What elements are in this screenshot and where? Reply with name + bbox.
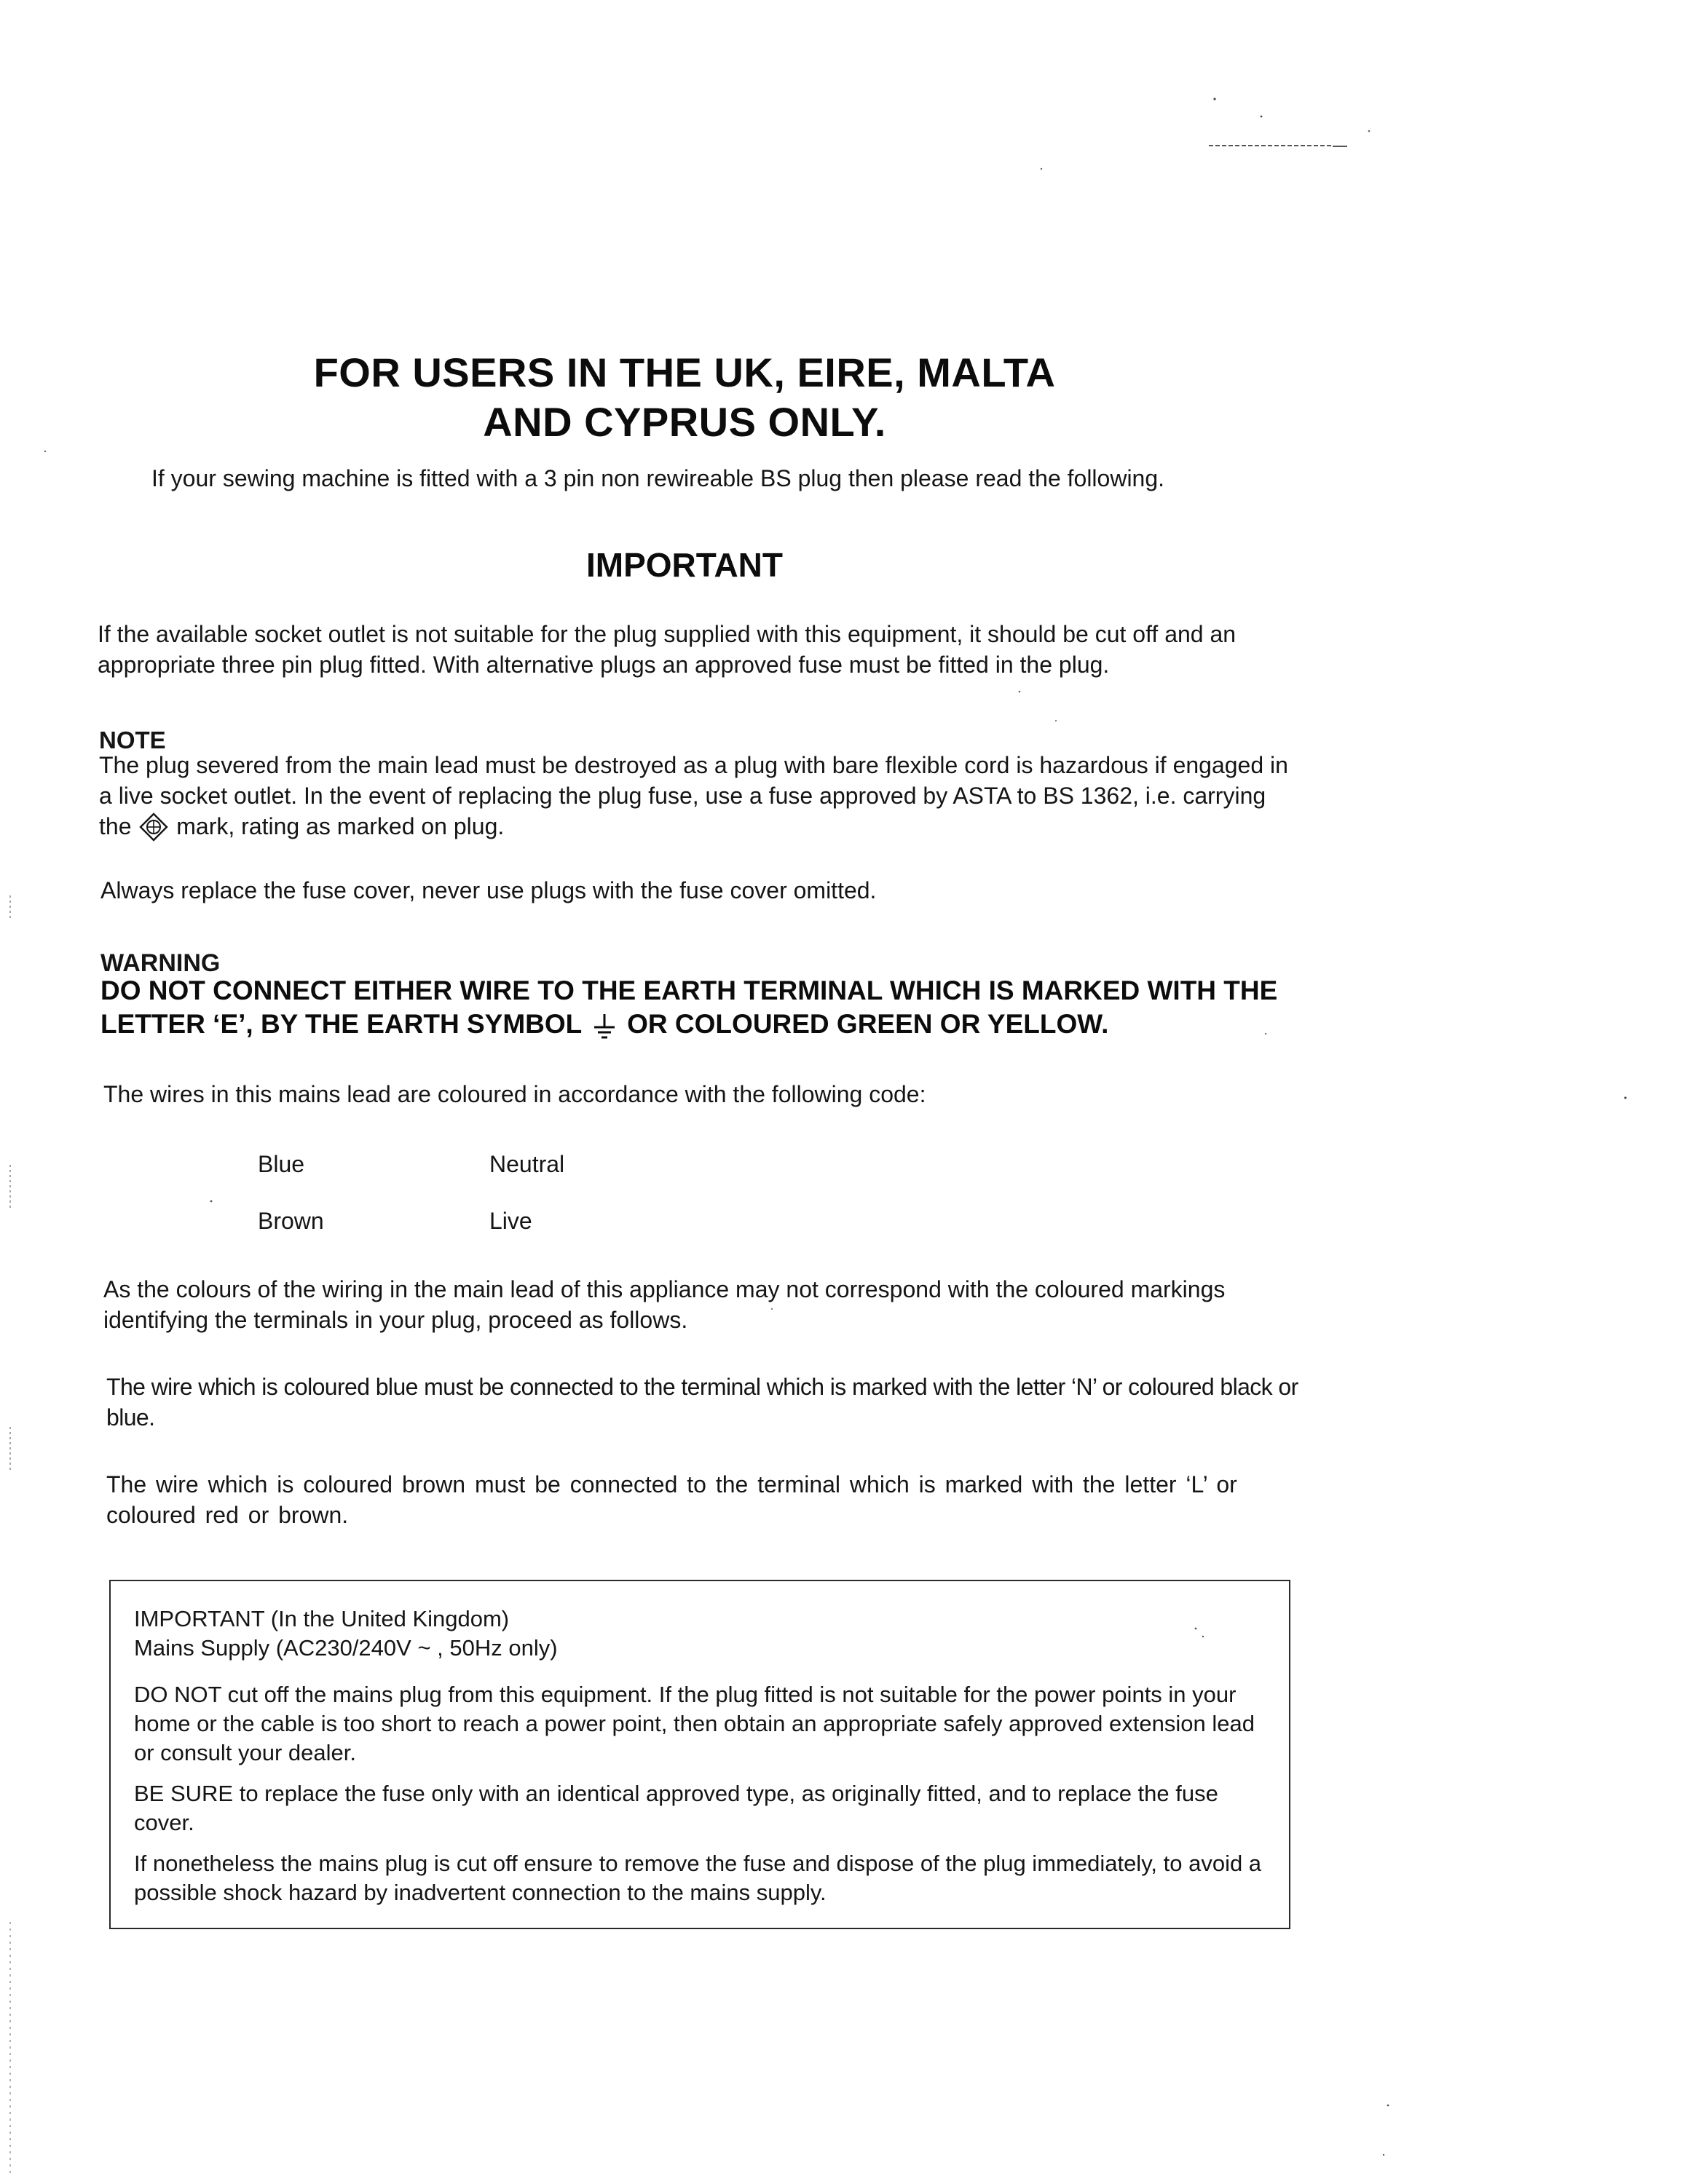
page-title-line-1: FOR USERS IN THE UK, EIRE, MALTA <box>313 349 1056 395</box>
note-text-before-mark: The plug severed from the main lead must be destroyed as a plug with bare flexible cord is hazardous if engaged in a live socket outlet. In the event of replacing the plug fuse, use a fuse approved by ASTA to BS 1362, i.e. carrying the <box>99 752 1288 839</box>
wire-code-row <box>258 1206 708 1262</box>
uk-notice-mains-supply: Mains Supply (AC230/240V ~ , 50Hz only) <box>134 1635 558 1661</box>
wire-colour: Blue <box>258 1151 305 1177</box>
wire-code-intro: The wires in this mains lead are coloured in accordance with the following code: <box>103 1081 926 1107</box>
asta-approval-mark-icon <box>139 812 168 842</box>
note-paragraph <box>99 750 1301 842</box>
warning-text-before-symbol: DO NOT CONNECT EITHER WIRE TO THE EARTH TERMINAL WHICH IS MARKED WITH THE LETTER ‘E’, BY THE EARTH SYMBOL <box>100 976 1278 1039</box>
uk-notice-heading: IMPORTANT (In the United Kingdom) <box>134 1606 510 1631</box>
uk-notice-nonetheless: If nonetheless the mains plug is cut off ensure to remove the fuse and dispose of the plug immediately, to avoid a possible shock hazard by inadvertent connection to the mains supply. <box>134 1851 1262 1905</box>
fuse-cover-paragraph: Always replace the fuse cover, never use plugs with the fuse cover omitted. <box>100 877 877 903</box>
brown-wire-paragraph: The wire which is coloured brown must be connected to the terminal which is marked with the letter ‘L’ or coloured red or brown. <box>106 1471 1237 1528</box>
wire-meaning: Neutral <box>489 1151 565 1177</box>
warning-text-after-symbol: OR COLOURED GREEN OR YELLOW. <box>627 1009 1109 1039</box>
warning-label: WARNING <box>100 949 221 977</box>
warning-text <box>100 974 1309 1041</box>
wire-code-row <box>258 1149 708 1206</box>
colours-paragraph: As the colours of the wiring in the main lead of this appliance may not correspond with the coloured markings identifying the terminals in your plug, proceed as follows. <box>103 1276 1226 1333</box>
uk-notice-do-not-cut: DO NOT cut off the mains plug from this equipment. If the plug fitted is not suitable for the power points in your home or the cable is too short to reach a power point, then obtain an appropriate safely approved extension lead or consult your dealer. <box>134 1682 1255 1765</box>
wire-code-table <box>258 1149 708 1262</box>
wire-meaning: Live <box>489 1208 532 1234</box>
wire-colour: Brown <box>258 1208 324 1234</box>
note-label: NOTE <box>99 727 166 753</box>
blue-wire-paragraph: The wire which is coloured blue must be connected to the terminal which is marked with the letter ‘N’ or coloured black or blue. <box>106 1374 1298 1431</box>
uk-notice-be-sure: BE SURE to replace the fuse only with an identical approved type, as originally fitted, and to replace the fuse cover. <box>134 1781 1218 1835</box>
important-heading: IMPORTANT <box>585 546 783 584</box>
availability-paragraph: If the available socket outlet is not suitable for the plug supplied with this equipment, it should be cut off and an appropriate three pin plug fitted. With alternative plugs an approved fuse must be fitted in the plug. <box>98 621 1237 678</box>
page-title-line-2: AND CYPRUS ONLY. <box>483 399 886 445</box>
page-title <box>218 348 1151 447</box>
note-text-after-mark: mark, rating as marked on plug. <box>176 813 505 839</box>
earth-symbol-icon <box>592 1011 617 1040</box>
uk-important-notice-box <box>109 1580 1290 1929</box>
intro-text: If your sewing machine is fitted with a 3 pin non rewireable BS plug then please read the following. <box>151 465 1165 491</box>
